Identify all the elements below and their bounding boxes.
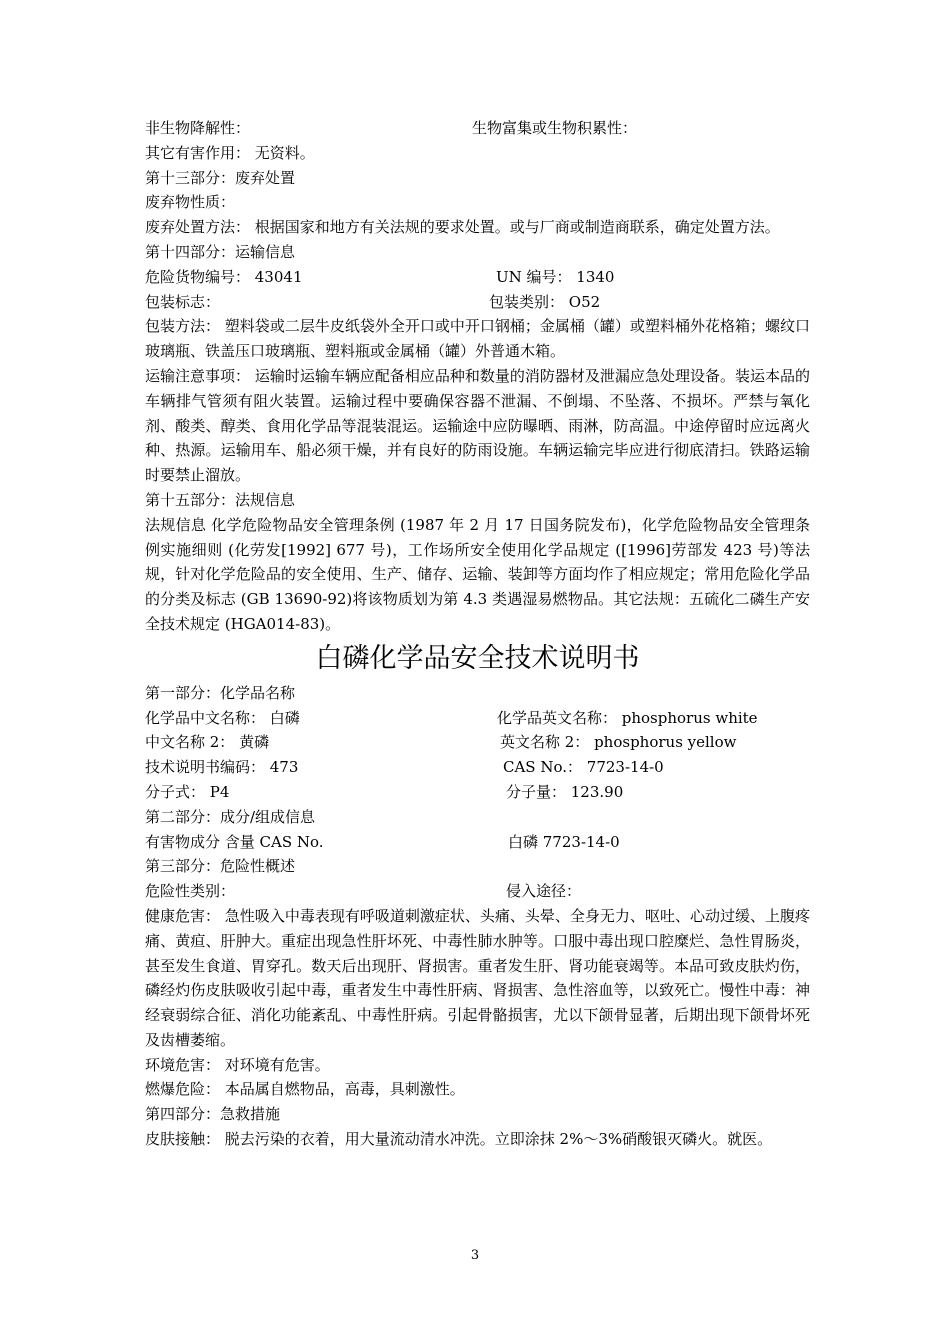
composition-row: [145, 830, 810, 855]
composition-header: 有害物成分 含量 CAS No.: [145, 832, 324, 851]
regulations-paragraph: 法规信息 化学危险物品安全管理条例 (1987 年 2 月 17 日国务院发布)，化学危险物品安全管理条例实施细则 (化劳发[1992] 677 号)，工作场所安全使用化学品规定 ([1996]劳部发 423 号)等法规，针对化学危险品的安全使用、生产、储存、运输、装卸等方面均作了相应规定；常用危险化学品的分类及标志 (GB 13690-92)将该物质划为第 4.3 类遇湿易燃物品。其它法规：五硫化二磷生产安全技术规定 (HGA014-83)。: [145, 515, 810, 633]
environmental-hazard-line: 环境危害： 对环境有危害。: [145, 1055, 330, 1074]
code-row: [145, 755, 810, 780]
cas-number: CAS No.： 7723-14-0: [503, 758, 664, 777]
bioaccumulation-label: 生物富集或生物积累性：: [472, 119, 638, 137]
waste-nature-line: 废弃物性质：: [145, 193, 236, 212]
abiotic-degradation-label: 非生物降解性：: [145, 119, 251, 137]
dangerous-goods-number: 危险货物编号： 43041: [145, 267, 303, 286]
package-mark-label: 包装标志：: [145, 292, 221, 311]
package-class: 包装类别： O52: [489, 292, 601, 311]
chemical-name-row: [145, 706, 810, 731]
english-name: 化学品英文名称： phosphorus white: [497, 708, 758, 727]
part-2-heading: 第二部分：成分/组成信息: [145, 807, 316, 826]
part-3-heading: 第三部分：危险性概述: [145, 857, 296, 876]
document-body: [145, 116, 810, 1152]
other-hazard-line: 其它有害作用： 无资料。: [145, 143, 315, 162]
package-method-paragraph: 包装方法： 塑料袋或二层牛皮纸袋外全开口或中开口钢桶；金属桶（罐）或塑料桶外花格箱；螺纹口玻璃瓶、铁盖压口玻璃瓶、塑料瓶或金属桶（罐）外普通木箱。: [145, 317, 810, 361]
chinese-name-2: 中文名称 2： 黄磷: [145, 733, 270, 752]
chinese-name: 化学品中文名称： 白磷: [145, 708, 300, 727]
section-15-heading: 第十五部分：法规信息: [145, 490, 296, 509]
section-13-heading: 第十三部分：废弃处置: [145, 168, 296, 187]
part-4-heading: 第四部分：急救措施: [145, 1105, 281, 1124]
hazard-class-row: [145, 879, 810, 904]
health-hazard-paragraph: 健康危害： 急性吸入中毒表现有呼吸道刺激症状、头痛、头晕、全身无力、呕吐、心动过缓、上腹疼痛、黄疸、肝肿大。重症出现急性肝坏死、中毒性肺水肿等。口服中毒出现口腔糜烂、急性胃肠炎，甚至发生食道、胃穿孔。数天后出现肝、肾损害。重者发生肝、肾功能衰竭等。本品可致皮肤灼伤，磷经灼伤皮肤吸收引起中毒，重者发生中毒性肝病、肾损害、急性溶血等，以致死亡。慢性中毒：神经衰弱综合征、消化功能紊乱、中毒性肝病。引起骨骼损害，尤以下颌骨显著，后期出现下颌骨坏死及齿槽萎缩。: [145, 906, 810, 1049]
english-name-2: 英文名称 2： phosphorus yellow: [500, 733, 737, 752]
package-row: [145, 290, 810, 315]
composition-value: 白磷 7723-14-0: [508, 832, 620, 851]
degradability-row: [145, 116, 810, 141]
molecular-weight: 分子量： 123.90: [506, 782, 624, 801]
document-title: 白磷化学品安全技术说明书: [315, 642, 640, 674]
part-1-heading: 第一部分：化学品名称: [145, 683, 296, 702]
exposure-route-label: 侵入途径：: [506, 882, 582, 901]
hazard-category-label: 危险性类别：: [145, 882, 236, 901]
alt-name-row: [145, 730, 810, 755]
dg-number-row: [145, 265, 810, 290]
page-number: 3: [470, 1248, 480, 1263]
waste-method-paragraph: 废弃处置方法： 根据国家和地方有关法规的要求处置。或与厂商或制造商联系，确定处置方法。: [145, 218, 780, 237]
fire-explosion-hazard-line: 燃爆危险： 本品属自燃物品，高毒，具刺激性。: [145, 1080, 465, 1099]
section-14-heading: 第十四部分：运输信息: [145, 242, 296, 261]
sds-code: 技术说明书编码： 473: [145, 758, 299, 777]
un-number: UN 编号： 1340: [496, 267, 615, 286]
transport-notes-paragraph: 运输注意事项： 运输时运输车辆应配备相应品种和数量的消防器材及泄漏应急处理设备。装运本品的车辆排气管须有阻火装置。运输过程中要确保容器不泄漏、不倒塌、不坠落、不损坏。严禁与氧化剂、酸类、醇类、食用化学品等混装混运。运输途中应防曝晒、雨淋，防高温。中途停留时应远离火种、热源。运输用车、船必须干燥，并有良好的防雨设施。车辆运输完毕应进行彻底清扫。铁路运输时要禁止溜放。: [145, 366, 810, 485]
skin-contact-paragraph: 皮肤接触： 脱去污染的衣着，用大量流动清水冲洗。立即涂抹 2%～3%硝酸银灭磷火。就医。: [145, 1130, 773, 1149]
formula-row: [145, 780, 810, 805]
molecular-formula: 分子式： P4: [145, 782, 230, 801]
